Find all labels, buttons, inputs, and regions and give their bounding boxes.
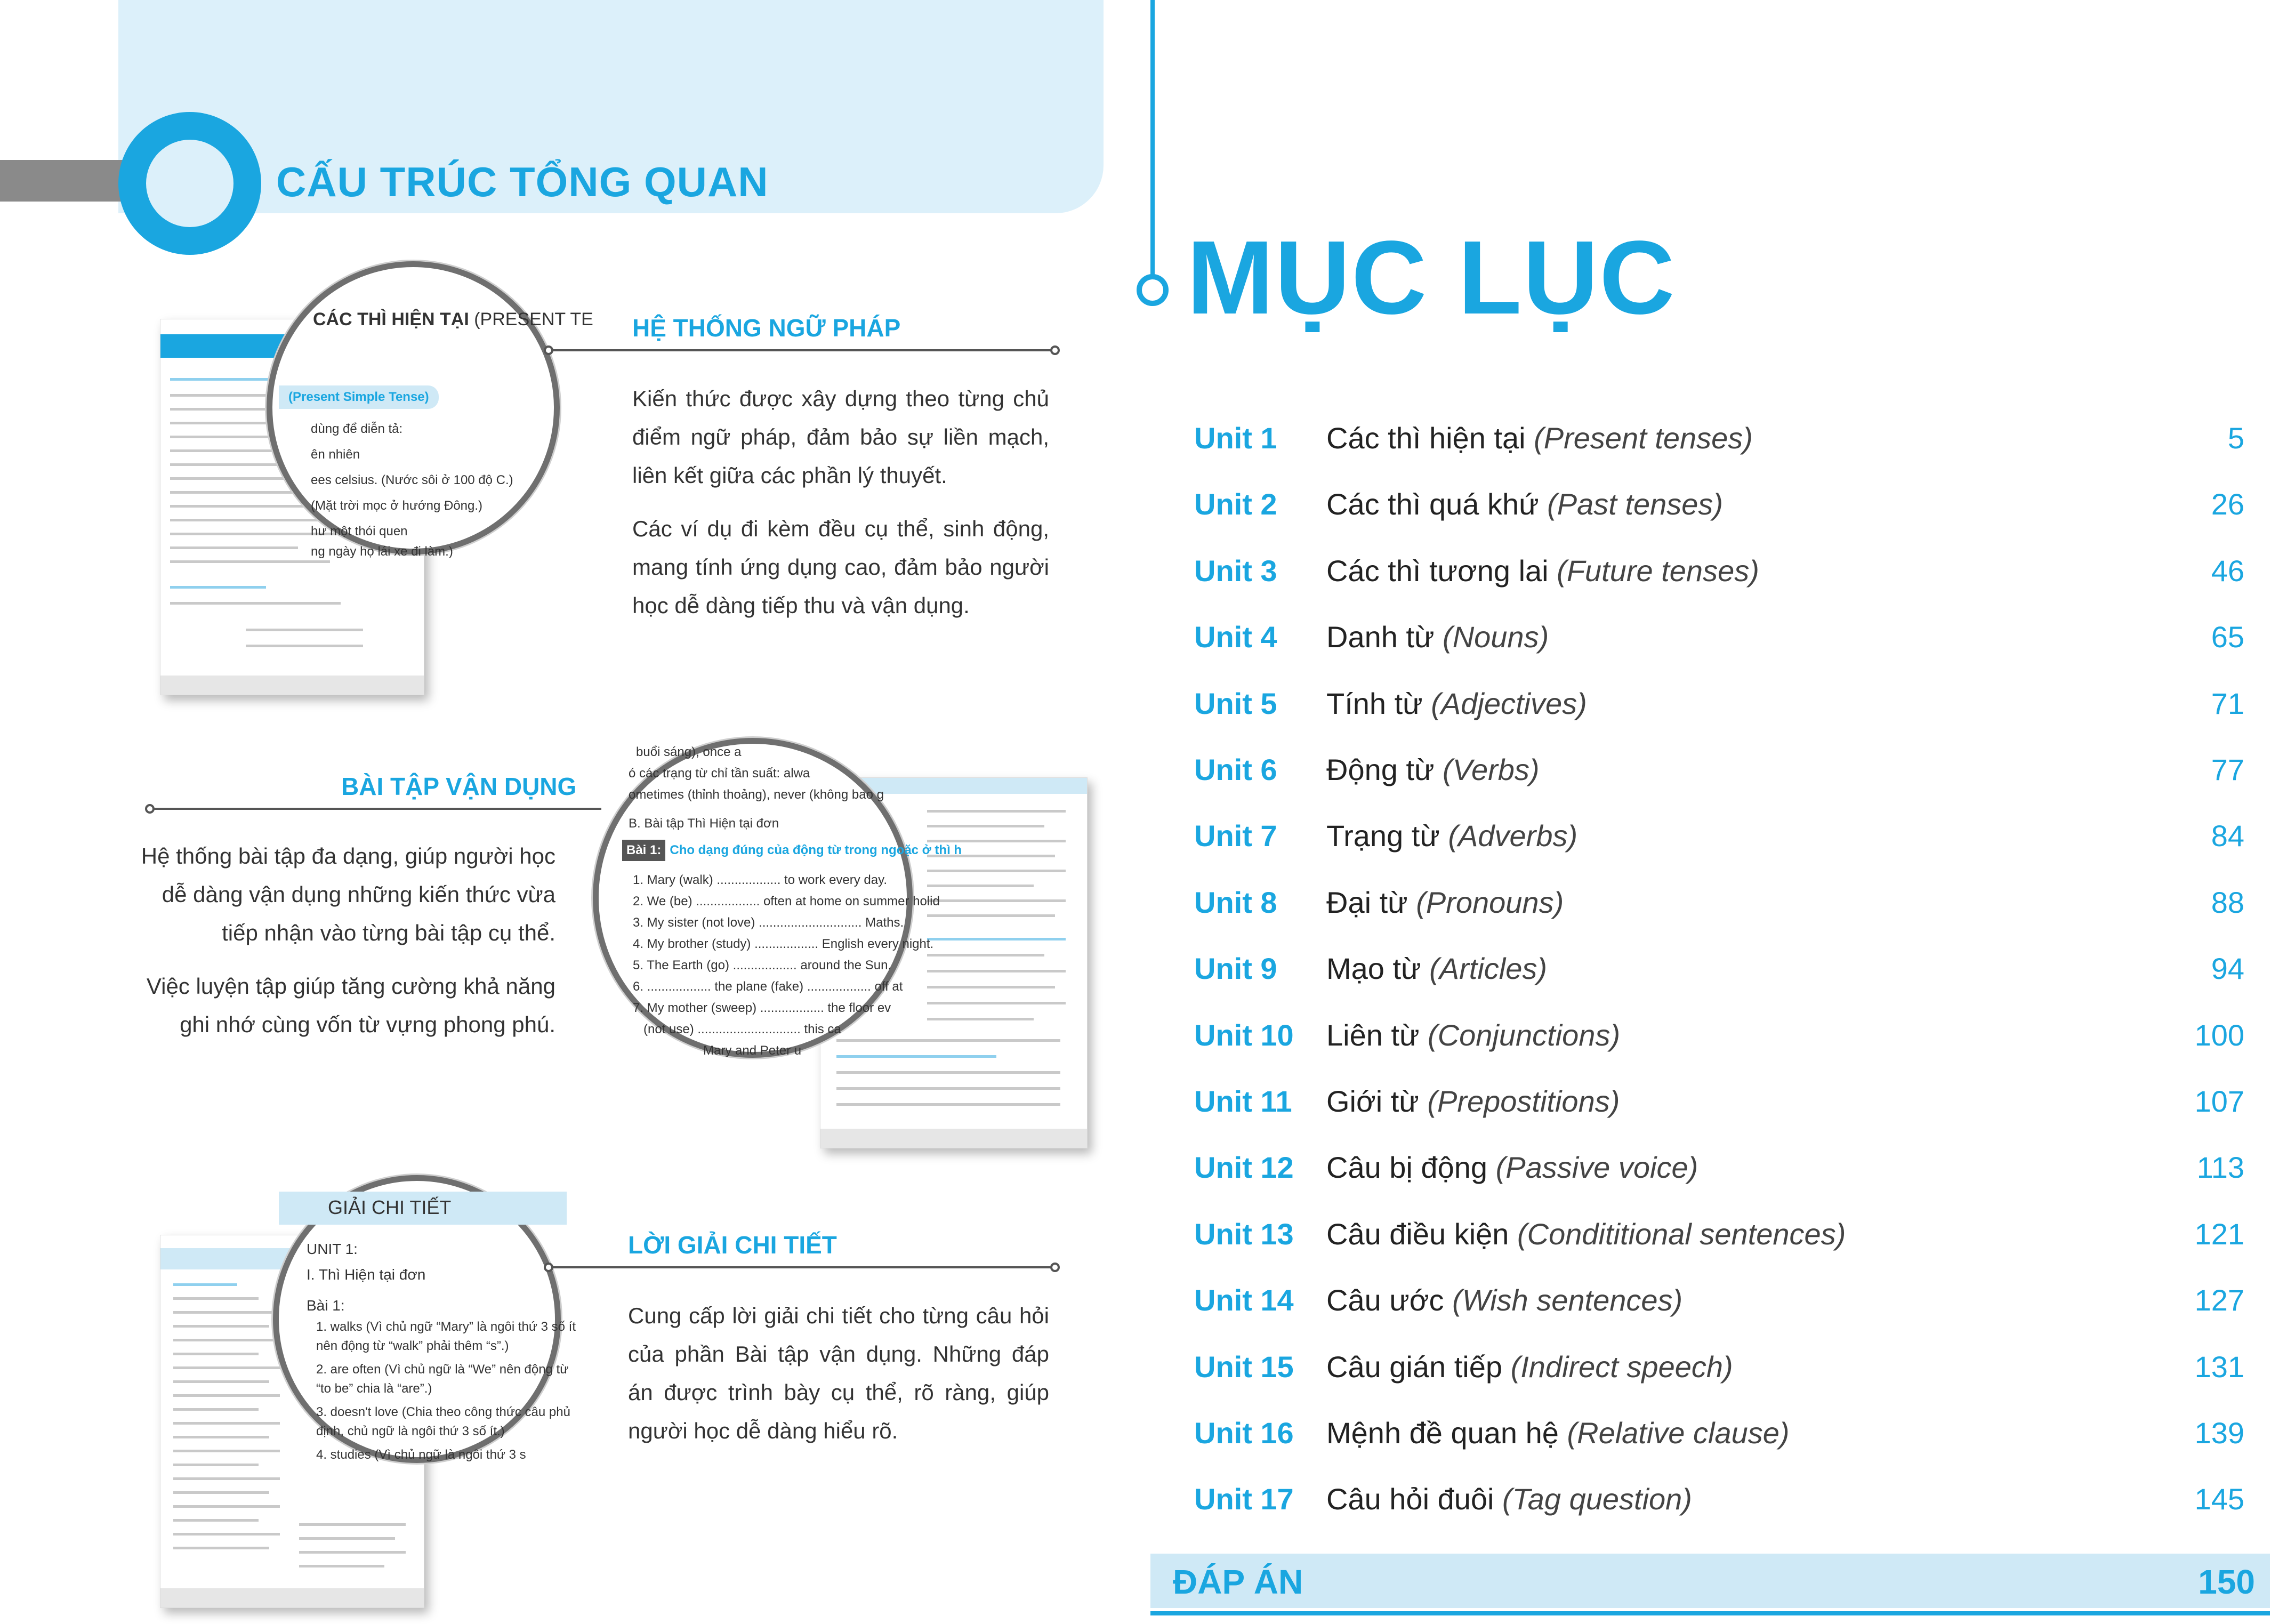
connector-dot [1050, 345, 1060, 355]
toc-page-number: 5 [2227, 421, 2244, 455]
toc-entry-title [1326, 682, 1587, 725]
section-text [632, 380, 1049, 640]
toc-entry-title-vi: Mạo từ [1326, 952, 1421, 985]
toc-page-number: 26 [2211, 487, 2244, 521]
section-text [628, 1297, 1049, 1465]
toc-entry-title-en: (Verbs) [1443, 753, 1540, 786]
toc-vertical-line [1150, 0, 1155, 277]
toc-page-number: 77 [2211, 753, 2244, 786]
section-paragraph: Việc luyện tập giúp tăng cường khả năng ghi nhớ cùng vốn từ vựng phong phú. [146, 974, 555, 1037]
toc-entry-title [1326, 815, 1577, 857]
magnifier-item: 2. We (be) .................. often at home on summer holid [633, 894, 940, 909]
magnifier-item: nên động từ “walk” phải thêm “s”.) [316, 1339, 509, 1353]
toc-entry-title-vi: Câu hỏi đuôi [1326, 1482, 1494, 1516]
toc-entry-title [1326, 1412, 1790, 1454]
toc-entry-title-vi: Mệnh đề quan hệ [1326, 1416, 1559, 1450]
toc-unit-label: Unit 1 [1194, 421, 1277, 455]
toc-entry-title [1326, 947, 1547, 990]
toc-page-number: 145 [2194, 1482, 2244, 1516]
toc-row[interactable] [1194, 881, 2244, 924]
toc-row[interactable] [1194, 1080, 2244, 1123]
magnifier-item: Mary and Peter u [703, 1043, 802, 1058]
toc-entry-title-vi: Câu bị động [1326, 1151, 1488, 1184]
toc-row[interactable] [1194, 1346, 2244, 1388]
toc-entry-title-en: (Conjunctions) [1428, 1018, 1621, 1052]
magnifier-item: 3. My sister (not love) ............................. Maths. [633, 915, 904, 930]
section-paragraph: Hệ thống bài tập đa dạng, giúp người học dễ dàng vận dụng những kiến thức vừa tiếp nhận vào từng bài tập cụ thể. [141, 843, 555, 945]
toc-entry-title-en: (Past tenses) [1547, 487, 1724, 521]
toc-row[interactable] [1194, 815, 2244, 857]
magnifier-item: 3. doesn't love (Chia theo công thức câu phủ [316, 1405, 570, 1419]
toc-entry-title-vi: Động từ [1326, 753, 1435, 786]
toc-unit-label: Unit 6 [1194, 753, 1277, 786]
magnifier-item: 6. .................. the plane (fake) .................. off at [633, 979, 903, 994]
toc-page-number: 71 [2211, 687, 2244, 720]
toc-entry-title [1326, 1146, 1698, 1189]
toc-page-number: 131 [2194, 1350, 2244, 1384]
toc-entry-title [1326, 1346, 1733, 1388]
magnifier-line: (Mặt trời mọc ở hướng Đông.) [311, 499, 483, 513]
toc-entry-title [1326, 1014, 1620, 1057]
toc-entry-title-en: (Passive voice) [1495, 1151, 1698, 1184]
toc-entry-title-en: (Future tenses) [1557, 554, 1759, 588]
magnifier-item: 7. My mother (sweep) .................. the floor ev [633, 1001, 891, 1015]
toc-entry-title [1326, 417, 1753, 460]
answer-bar[interactable] [1150, 1554, 2270, 1608]
magnifier-task-text: Cho dạng đúng của động từ trong ngoặc ở thì h [670, 843, 962, 857]
toc-entry-title-vi: Các thì tương lai [1326, 554, 1549, 588]
toc-row[interactable] [1194, 1213, 2244, 1256]
answer-page-number: 150 [2198, 1563, 2255, 1601]
section-paragraph: Cung cấp lời giải chi tiết cho từng câu hỏi của phần Bài tập vận dụng. Những đáp án được trình bày cụ thể, rõ ràng, giúp người học dễ dàng hiểu rõ. [628, 1303, 1049, 1443]
toc-entry-title-vi: Giới từ [1326, 1084, 1419, 1118]
toc-entry-title [1326, 1279, 1682, 1322]
toc-entry-title-vi: Danh từ [1326, 620, 1435, 654]
answer-label: ĐÁP ÁN [1173, 1563, 1303, 1601]
magnifier-banner: GIẢI CHI TIẾT [328, 1196, 452, 1218]
toc-entry-title-vi: Các thì quá khứ [1326, 487, 1539, 521]
toc-entry-title-en: (Adjectives) [1431, 687, 1587, 720]
toc-entry-title-en: (Nouns) [1443, 620, 1549, 654]
toc-unit-label: Unit 17 [1194, 1482, 1294, 1516]
toc-entry-title-vi: Đại từ [1326, 886, 1408, 919]
toc-page-number: 107 [2194, 1084, 2244, 1118]
toc-page-number: 139 [2194, 1416, 2244, 1450]
toc-entry-title-vi: Câu điều kiện [1326, 1217, 1509, 1251]
toc-entry-title-vi: Tính từ [1326, 687, 1423, 720]
practice-magnifier [593, 738, 962, 1058]
magnifier-unit: UNIT 1: [307, 1241, 358, 1257]
toc-unit-label: Unit 7 [1194, 819, 1277, 853]
section-heading: HỆ THỐNG NGỮ PHÁP [632, 314, 901, 342]
toc-unit-label: Unit 4 [1194, 620, 1277, 654]
magnifier-line: ó các trạng từ chỉ tần suất: alwa [629, 766, 810, 781]
magnifier-item: 4. My brother (study) .................. English every night. [633, 937, 934, 951]
magnifier-item: định, chủ ngữ là ngôi thứ 3 số ít.) [316, 1424, 505, 1438]
magnifier-line: ên nhiên [311, 447, 360, 462]
toc-unit-label: Unit 9 [1194, 952, 1277, 985]
toc-entry-title-vi: Câu ước [1326, 1283, 1444, 1317]
magnifier-section: I. Thì Hiện tại đơn [307, 1266, 426, 1283]
magnifier-line: dùng để diễn tả: [311, 422, 403, 436]
toc-unit-label: Unit 10 [1194, 1018, 1294, 1052]
grammar-magnifier [267, 261, 593, 559]
toc-entry-title-en: (Prepostitions) [1427, 1084, 1620, 1118]
toc-page-number: 84 [2211, 819, 2244, 853]
toc-entry-title-vi: Các thì hiện tại [1326, 421, 1526, 455]
toc-entry-title [1326, 881, 1564, 924]
magnifier-line: ees celsius. (Nước sôi ở 100 độ C.) [311, 473, 513, 487]
toc-row[interactable] [1194, 1412, 2244, 1454]
toc-page-number: 127 [2194, 1283, 2244, 1317]
toc-entry-title [1326, 749, 1540, 791]
toc-row[interactable] [1194, 550, 2244, 592]
connector-line [552, 1266, 1053, 1268]
toc-unit-label: Unit 3 [1194, 554, 1277, 588]
page-title: CẤU TRÚC TỔNG QUAN [276, 158, 769, 205]
toc-row[interactable] [1194, 947, 2244, 990]
toc-unit-label: Unit 12 [1194, 1151, 1294, 1184]
toc-page-number: 100 [2194, 1018, 2244, 1052]
toc-entry-title-vi: Câu gián tiếp [1326, 1350, 1503, 1384]
magnifier-line: hư một thói quen [311, 524, 408, 538]
toc-line-dot-icon [1137, 274, 1169, 306]
magnifier-pill: (Present Simple Tense) [279, 385, 439, 409]
toc-entry-title [1326, 550, 1759, 592]
toc-row[interactable] [1194, 1478, 2244, 1521]
toc-entry-title [1326, 483, 1723, 526]
toc-page-number: 88 [2211, 886, 2244, 919]
section-paragraph: Các ví dụ đi kèm đều cụ thể, sinh động, mang tính ứng dụng cao, đảm bảo người học dễ dàng tiếp thu và vận dụng. [632, 516, 1049, 618]
magnifier-section-title: B. Bài tập Thì Hiện tại đơn [629, 816, 779, 831]
toc-page-number: 113 [2196, 1151, 2244, 1184]
section-heading: LỜI GIẢI CHI TIẾT [628, 1231, 837, 1259]
header-ring-inner [146, 140, 233, 227]
toc-entry-title-vi: Trạng từ [1326, 819, 1440, 853]
toc-row[interactable] [1194, 483, 2244, 526]
toc-row[interactable] [1194, 1146, 2244, 1189]
toc-entry-title-en: (Present tenses) [1534, 421, 1753, 455]
toc-page-number: 46 [2211, 554, 2244, 588]
toc-unit-label: Unit 8 [1194, 886, 1277, 919]
magnifier-line: buổi sáng), once a [636, 745, 742, 759]
toc-unit-label: Unit 13 [1194, 1217, 1294, 1251]
connector-dot [1050, 1263, 1060, 1272]
magnifier-item: “to be” chia là “are”.) [316, 1381, 432, 1396]
toc-unit-label: Unit 14 [1194, 1283, 1294, 1317]
toc-page-number: 94 [2211, 952, 2244, 985]
magnifier-item: 5. The Earth (go) .................. around the Sun. [633, 958, 892, 972]
toc-entry-title-en: (Adverbs) [1448, 819, 1578, 853]
toc-row[interactable] [1194, 417, 2244, 460]
toc-unit-label: Unit 16 [1194, 1416, 1294, 1450]
section-text [128, 837, 555, 1059]
magnifier-task-tag: Bài 1: [622, 840, 665, 861]
toc-entry-title-en: (Tag question) [1502, 1482, 1692, 1516]
toc-unit-label: Unit 5 [1194, 687, 1277, 720]
toc-entry-title [1326, 1478, 1692, 1521]
toc-row[interactable] [1194, 682, 2244, 725]
magnifier-item: 4. studies (Vì chủ ngữ là ngôi thứ 3 s [316, 1448, 526, 1462]
toc-entry-title [1326, 1213, 1846, 1256]
magnifier-title-rest: (PRESENT TE [469, 309, 593, 329]
section-heading: BÀI TẬP VẬN DỤNG [341, 773, 577, 800]
solutions-magnifier [273, 1175, 576, 1463]
toc-entry-title-en: (Pronouns) [1416, 886, 1564, 919]
toc-unit-label: Unit 2 [1194, 487, 1277, 521]
toc-entry-title-en: (Wish sentences) [1452, 1283, 1683, 1317]
magnifier-line: ometimes (thỉnh thoảng), never (không bao g [629, 787, 884, 802]
toc-entry-title-vi: Liên từ [1326, 1018, 1420, 1052]
toc-row[interactable] [1194, 616, 2244, 658]
answer-bar-underline [1150, 1611, 2270, 1615]
magnifier-item: (not use) ............................. this ca [643, 1022, 841, 1036]
toc-entry-title-en: (Articles) [1429, 952, 1547, 985]
magnifier-title-bold: CÁC THÌ HIỆN TẠI [313, 309, 469, 329]
magnifier-line: ng ngày họ lái xe đi làm.) [311, 544, 453, 559]
toc-row[interactable] [1194, 749, 2244, 791]
toc-entry-title-en: (Relative clause) [1567, 1416, 1790, 1450]
toc-entry-title-en: (Indirect speech) [1510, 1350, 1733, 1384]
toc-row[interactable] [1194, 1279, 2244, 1322]
magnifier-item: 1. walks (Vì chủ ngữ “Mary” là ngôi thứ 3 số ít [316, 1320, 576, 1334]
toc-entry-title [1326, 616, 1549, 658]
toc-page-number: 121 [2194, 1217, 2244, 1251]
magnifier-item: 2. are often (Vì chủ ngữ là “We” nên động từ [316, 1362, 569, 1377]
toc-unit-label: Unit 15 [1194, 1350, 1294, 1384]
magnifier-task: Bài 1: [307, 1297, 345, 1314]
toc-title: MỤC LỤC [1187, 219, 1676, 336]
toc-entry-title-en: (Condititional sentences) [1517, 1217, 1846, 1251]
magnifier-item: 1. Mary (walk) .................. to work every day. [633, 873, 887, 887]
toc-unit-label: Unit 11 [1194, 1084, 1292, 1118]
section-paragraph: Kiến thức được xây dựng theo từng chủ điểm ngữ pháp, đảm bảo sự liền mạch, liên kết giữa các phần lý thuyết. [632, 386, 1049, 488]
toc-entry-title [1326, 1080, 1620, 1123]
connector-line [154, 808, 601, 810]
toc-page-number: 65 [2211, 620, 2244, 654]
toc-row[interactable] [1194, 1014, 2244, 1057]
connector-line [552, 349, 1053, 351]
